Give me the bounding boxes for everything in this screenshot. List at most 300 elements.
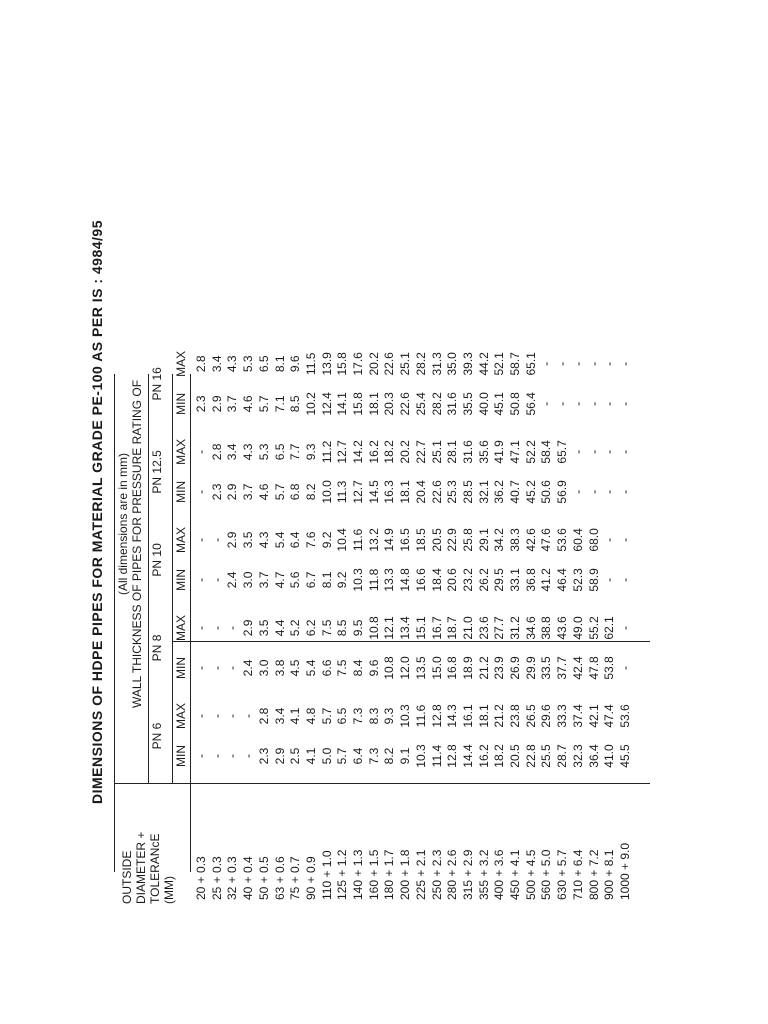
- row-24-col-1: 32.3: [570, 744, 585, 768]
- od-cell-20: 450 + 4.1: [508, 849, 522, 900]
- row-22-col-5: 41.2: [539, 568, 554, 592]
- row-12-col-1: 8.2: [382, 747, 397, 765]
- row-18-col-10: 44.2: [476, 352, 491, 376]
- row-3-col-4: 2.9: [241, 619, 256, 637]
- units-note: (All dimensions are in mm): [116, 452, 130, 596]
- row-8-col-4: 7.5: [319, 619, 334, 637]
- row-23-col-7: 56.9: [555, 480, 570, 504]
- row-12-col-3: 10.8: [382, 656, 397, 680]
- max-header-0: MAX: [174, 703, 188, 730]
- row-3-col-6: 3.5: [241, 531, 256, 549]
- row-26-col-2: 47.4: [602, 704, 617, 728]
- row-14-col-2: 11.6: [413, 704, 428, 728]
- row-18-col-1: 16.2: [476, 744, 491, 768]
- row-16-col-8: 28.1: [445, 440, 460, 464]
- row-27-col-3: -: [617, 665, 632, 670]
- row-9-col-3: 7.5: [335, 659, 350, 677]
- row-19-col-8: 41.9: [492, 440, 507, 464]
- row-22-col-4: 38.8: [539, 616, 554, 640]
- row-18-col-7: 32.1: [476, 480, 491, 504]
- row-0-col-9: 2.3: [194, 395, 208, 413]
- row-6-col-10: 9.6: [288, 355, 303, 373]
- row-20-col-2: 23.8: [508, 704, 522, 728]
- row-10-col-1: 6.4: [351, 747, 365, 765]
- min-header-3: MIN: [174, 480, 188, 503]
- od-header-line-4: (MM): [162, 876, 176, 904]
- row-24-col-3: 42.4: [570, 656, 585, 680]
- row-19-col-3: 23.9: [492, 656, 507, 680]
- od-cell-8: 110 + 1.0: [319, 850, 334, 900]
- row-15-col-2: 12.8: [429, 704, 444, 728]
- row-5-col-6: 5.4: [272, 531, 287, 549]
- row-4-col-4: 3.5: [256, 619, 271, 637]
- row-10-col-9: 15.8: [351, 392, 365, 416]
- row-16-col-1: 12.8: [445, 744, 460, 768]
- od-cell-5: 63 + 0.6: [272, 856, 287, 900]
- row-10-col-3: 8.4: [351, 659, 365, 677]
- row-16-col-5: 20.6: [445, 568, 460, 592]
- row-6-col-1: 2.5: [288, 747, 303, 765]
- row-11-col-8: 16.2: [366, 440, 381, 464]
- row-20-col-5: 33.1: [508, 568, 522, 592]
- row-25-col-8: -: [586, 449, 601, 454]
- row-9-col-7: 11.3: [335, 480, 350, 504]
- row-23-col-4: 43.6: [555, 616, 570, 640]
- row-12-col-2: 9.3: [382, 707, 397, 725]
- row-4-col-7: 4.6: [256, 483, 271, 501]
- min-header-4: MIN: [174, 392, 188, 415]
- pn-header-2: PN 10: [150, 543, 164, 577]
- row-0-col-5: -: [194, 577, 208, 582]
- row-21-col-1: 22.8: [523, 744, 538, 768]
- row-14-col-7: 20.4: [413, 480, 428, 504]
- row-5-col-7: 5.7: [272, 483, 287, 501]
- od-cell-26: 900 + 8.1: [602, 849, 617, 900]
- row-2-col-6: 2.9: [225, 531, 240, 549]
- row-26-col-3: 53.8: [602, 656, 617, 680]
- row-25-col-3: 47.8: [586, 656, 601, 680]
- row-17-col-3: 18.9: [460, 656, 475, 680]
- row-13-col-8: 20.2: [398, 440, 413, 464]
- pn-header-rule: [148, 374, 149, 784]
- row-1-col-1: -: [209, 754, 224, 758]
- row-17-col-5: 23.2: [460, 568, 475, 592]
- row-27-col-1: 45.5: [617, 744, 632, 768]
- row-9-col-8: 12.7: [335, 440, 350, 464]
- row-1-col-2: -: [209, 713, 224, 718]
- row-16-col-4: 18.7: [445, 616, 460, 640]
- row-3-col-2: -: [241, 713, 256, 718]
- row-24-col-8: -: [570, 449, 585, 454]
- row-23-col-8: 65.7: [555, 440, 570, 464]
- od-cell-17: 315 + 2.9: [460, 849, 475, 900]
- pn-header-0: PN 6: [150, 722, 164, 750]
- row-10-col-6: 11.6: [351, 528, 365, 552]
- row-22-col-10: -: [539, 361, 554, 366]
- row-12-col-7: 16.3: [382, 480, 397, 504]
- row-4-col-9: 5.7: [256, 395, 271, 413]
- od-header-line-2: DIAMETER +: [134, 831, 148, 904]
- row-24-col-9: -: [570, 401, 585, 406]
- pn-header-3: PN 12.5: [150, 450, 164, 494]
- od-cell-23: 630 + 5.7: [555, 849, 570, 900]
- row-26-col-8: -: [602, 449, 617, 454]
- row-27-col-9: -: [617, 401, 632, 406]
- row-3-col-5: 3.0: [241, 571, 256, 589]
- row-2-col-7: 2.9: [225, 483, 240, 501]
- od-cell-9: 125 + 1.2: [335, 849, 350, 900]
- row-22-col-2: 29.6: [539, 704, 554, 728]
- row-13-col-2: 10.3: [398, 704, 413, 728]
- row-15-col-9: 28.2: [429, 392, 444, 416]
- row-26-col-5: -: [602, 577, 617, 582]
- row-0-col-7: -: [194, 489, 208, 494]
- row-23-col-5: 46.4: [555, 568, 570, 592]
- row-9-col-2: 6.5: [335, 707, 350, 725]
- row-15-col-3: 15.0: [429, 656, 444, 680]
- row-9-col-1: 5.7: [335, 747, 350, 765]
- row-7-col-7: 8.2: [303, 483, 318, 501]
- row-20-col-9: 50.8: [508, 392, 522, 416]
- row-23-col-9: -: [555, 401, 570, 406]
- row-12-col-4: 12.1: [382, 616, 397, 640]
- row-24-col-6: 60.4: [570, 528, 585, 552]
- min-header-2: MIN: [174, 568, 188, 591]
- row-23-col-2: 33.3: [555, 704, 570, 728]
- row-5-col-2: 3.4: [272, 707, 287, 725]
- row-27-col-6: -: [617, 537, 632, 542]
- row-6-col-9: 8.5: [288, 395, 303, 413]
- row-18-col-3: 21.2: [476, 656, 491, 680]
- row-24-col-7: -: [570, 489, 585, 494]
- od-cell-25: 800 + 7.2: [586, 849, 601, 900]
- row-8-col-5: 8.1: [319, 571, 334, 589]
- row-12-col-10: 22.6: [382, 352, 397, 376]
- row-14-col-4: 15.1: [413, 616, 428, 640]
- row-19-col-5: 29.5: [492, 568, 507, 592]
- row-20-col-1: 20.5: [508, 744, 522, 768]
- od-cell-22: 560 + 5.0: [539, 849, 554, 900]
- od-cell-3: 40 + 0.4: [241, 856, 256, 900]
- row-21-col-3: 29.9: [523, 656, 538, 680]
- od-cell-4: 50 + 0.5: [256, 856, 271, 900]
- row-19-col-7: 36.2: [492, 480, 507, 504]
- row-14-col-8: 22.7: [413, 440, 428, 464]
- row-5-col-4: 4.4: [272, 619, 287, 637]
- row-13-col-1: 9.1: [398, 747, 413, 765]
- row-8-col-8: 11.2: [319, 440, 334, 464]
- row-0-col-4: -: [194, 625, 208, 630]
- row-15-col-1: 11.4: [429, 744, 444, 768]
- od-cell-1: 25 + 0.3: [209, 856, 224, 900]
- row-22-col-7: 50.6: [539, 480, 554, 504]
- row-6-col-2: 4.1: [288, 707, 303, 725]
- row-2-col-3: -: [225, 665, 240, 670]
- row-23-col-6: 53.6: [555, 528, 570, 552]
- row-19-col-2: 21.2: [492, 704, 507, 728]
- od-cell-14: 225 + 2.1: [413, 849, 428, 900]
- row-13-col-6: 16.5: [398, 528, 413, 552]
- row-20-col-6: 38.3: [508, 528, 522, 552]
- row-20-col-8: 47.1: [508, 440, 522, 464]
- row-10-col-10: 17.6: [351, 352, 365, 376]
- row-11-col-4: 10.8: [366, 616, 381, 640]
- row-7-col-1: 4.1: [303, 747, 318, 765]
- row-21-col-5: 36.8: [523, 568, 538, 592]
- row-20-col-3: 26.9: [508, 656, 522, 680]
- row-1-col-7: 2.3: [209, 483, 224, 501]
- max-header-2: MAX: [174, 526, 188, 553]
- row-17-col-10: 39.3: [460, 352, 475, 376]
- row-25-col-9: -: [586, 401, 601, 406]
- document-title: DIMENSIONS OF HDPE PIPES FOR MATERIAL GRADE PE-100 AS PER IS : 4984/95: [89, 220, 105, 804]
- pn-header-1: PN 8: [150, 634, 164, 662]
- row-14-col-10: 28.2: [413, 352, 428, 376]
- row-26-col-9: -: [602, 401, 617, 406]
- row-6-col-4: 5.2: [288, 619, 303, 637]
- od-column-rule: [114, 783, 650, 784]
- row-6-col-6: 6.4: [288, 531, 303, 549]
- row-3-col-1: -: [241, 754, 256, 758]
- row-2-col-10: 4.3: [225, 355, 240, 373]
- row-6-col-7: 6.8: [288, 483, 303, 501]
- row-5-col-10: 8.1: [272, 355, 287, 373]
- od-cell-2: 32 + 0.3: [225, 856, 240, 900]
- row-2-col-4: -: [225, 625, 240, 630]
- row-17-col-6: 25.8: [460, 528, 475, 552]
- row-17-col-1: 14.4: [460, 744, 475, 768]
- od-cell-11: 160 + 1.5: [366, 849, 381, 900]
- row-1-col-9: 2.9: [209, 395, 224, 413]
- row-0-col-1: -: [194, 754, 208, 758]
- row-8-col-2: 5.7: [319, 707, 334, 725]
- row-8-col-9: 12.4: [319, 392, 334, 416]
- row-14-col-3: 13.5: [413, 656, 428, 680]
- row-23-col-3: 37.7: [555, 656, 570, 680]
- row-21-col-2: 26.5: [523, 704, 538, 728]
- row-22-col-3: 33.5: [539, 656, 554, 680]
- row-2-col-1: -: [225, 754, 240, 758]
- row-24-col-4: 49.0: [570, 616, 585, 640]
- od-cell-19: 400 + 3.6: [492, 849, 507, 900]
- row-9-col-6: 10.4: [335, 528, 350, 552]
- max-header-1: MAX: [174, 614, 188, 641]
- row-11-col-10: 20.2: [366, 352, 381, 376]
- row-18-col-4: 23.6: [476, 616, 491, 640]
- row-27-col-4: -: [617, 625, 632, 630]
- row-25-col-7: -: [586, 489, 601, 494]
- row-9-col-5: 9.2: [335, 571, 350, 589]
- row-7-col-2: 4.8: [303, 707, 318, 725]
- row-8-col-1: 5.0: [319, 747, 334, 765]
- row-20-col-7: 40.7: [508, 480, 522, 504]
- row-15-col-6: 20.5: [429, 528, 444, 552]
- row-6-col-8: 7.7: [288, 443, 303, 461]
- row-24-col-2: 37.4: [570, 704, 585, 728]
- row-9-col-4: 8.5: [335, 619, 350, 637]
- row-9-col-9: 14.1: [335, 392, 350, 416]
- pn-header-4: PN 16: [150, 367, 164, 401]
- row-12-col-6: 14.9: [382, 528, 397, 552]
- row-3-col-8: 4.3: [241, 443, 256, 461]
- row-16-col-2: 14.3: [445, 704, 460, 728]
- row-3-col-7: 3.7: [241, 483, 256, 501]
- row-16-col-9: 31.6: [445, 392, 460, 416]
- row-13-col-10: 25.1: [398, 352, 413, 376]
- row-15-col-5: 18.4: [429, 568, 444, 592]
- row-5-col-9: 7.1: [272, 395, 287, 413]
- row-4-col-3: 3.0: [256, 659, 271, 677]
- row-13-col-4: 13.4: [398, 616, 413, 640]
- row-5-col-1: 2.9: [272, 747, 287, 765]
- row-12-col-5: 13.3: [382, 568, 397, 592]
- row-17-col-2: 16.1: [460, 704, 475, 728]
- row-7-col-3: 5.4: [303, 659, 318, 677]
- row-11-col-7: 14.5: [366, 480, 381, 504]
- row-0-col-6: -: [194, 537, 208, 542]
- row-22-col-8: 58.4: [539, 440, 554, 464]
- header-bottom-rule: [190, 374, 191, 872]
- row-1-col-6: -: [209, 537, 224, 542]
- row-11-col-2: 8.3: [366, 707, 381, 725]
- row-7-col-6: 7.6: [303, 531, 318, 549]
- row-26-col-1: 41.0: [602, 744, 617, 768]
- row-21-col-4: 34.6: [523, 616, 538, 640]
- row-0-col-3: -: [194, 665, 208, 670]
- row-13-col-9: 22.6: [398, 392, 413, 416]
- max-header-3: MAX: [174, 438, 188, 465]
- row-24-col-10: -: [570, 361, 585, 366]
- od-cell-27: 1000 + 9.0: [617, 842, 632, 900]
- od-cell-18: 355 + 3.2: [476, 849, 491, 900]
- row-3-col-3: 2.4: [241, 659, 256, 677]
- row-6-col-5: 5.6: [288, 571, 303, 589]
- row-11-col-3: 9.6: [366, 659, 381, 677]
- row-2-col-5: 2.4: [225, 571, 240, 589]
- od-cell-7: 90 + 0.9: [303, 856, 318, 900]
- row-26-col-10: -: [602, 361, 617, 366]
- row-27-col-7: -: [617, 489, 632, 494]
- row-15-col-4: 16.7: [429, 616, 444, 640]
- row-19-col-9: 45.1: [492, 392, 507, 416]
- row-21-col-6: 42.6: [523, 528, 538, 552]
- row-12-col-9: 20.3: [382, 392, 397, 416]
- row-23-col-10: -: [555, 361, 570, 366]
- row-19-col-4: 27.7: [492, 616, 507, 640]
- row-22-col-9: -: [539, 401, 554, 406]
- row-0-col-10: 2.8: [194, 355, 208, 373]
- row-4-col-1: 2.3: [256, 747, 271, 765]
- od-cell-15: 250 + 2.3: [429, 849, 444, 900]
- row-1-col-10: 3.4: [209, 355, 224, 373]
- row-2-col-9: 3.7: [225, 395, 240, 413]
- row-1-col-3: -: [209, 665, 224, 670]
- row-21-col-8: 52.2: [523, 440, 538, 464]
- row-18-col-9: 40.0: [476, 392, 491, 416]
- row-17-col-7: 28.5: [460, 480, 475, 504]
- row-16-col-10: 35.0: [445, 352, 460, 376]
- row-16-col-7: 25.3: [445, 480, 460, 504]
- row-11-col-6: 13.2: [366, 528, 381, 552]
- row-18-col-8: 35.6: [476, 440, 491, 464]
- row-10-col-2: 7.3: [351, 707, 365, 725]
- row-16-col-6: 22.9: [445, 528, 460, 552]
- row-11-col-9: 18.1: [366, 392, 381, 416]
- min-header-1: MIN: [174, 656, 188, 679]
- row-26-col-4: 62.1: [602, 616, 617, 640]
- row-17-col-4: 21.0: [460, 616, 475, 640]
- row-26-col-7: -: [602, 489, 617, 494]
- max-header-4: MAX: [174, 350, 188, 377]
- row-3-col-10: 5.3: [241, 355, 256, 373]
- od-cell-0: 20 + 0.3: [194, 856, 208, 900]
- row-11-col-5: 11.8: [366, 568, 381, 592]
- row-12-col-8: 18.2: [382, 440, 397, 464]
- row-27-col-2: 53.6: [617, 704, 632, 728]
- row-25-col-1: 36.4: [586, 744, 601, 768]
- od-header-line-3: TOLERANcE: [148, 833, 162, 904]
- row-1-col-8: 2.8: [209, 443, 224, 461]
- row-27-col-5: -: [617, 577, 632, 582]
- od-header-line-1: OUTSIDE: [120, 850, 134, 904]
- row-0-col-2: -: [194, 713, 208, 718]
- row-1-col-4: -: [209, 625, 224, 630]
- wall-thickness-heading: WALL THICKNESS OF PIPES FOR PRESSURE RATING OF: [130, 379, 144, 709]
- row-18-col-2: 18.1: [476, 704, 491, 728]
- od-cell-12: 180 + 1.7: [382, 849, 397, 900]
- row-14-col-6: 18.5: [413, 528, 428, 552]
- row-4-col-6: 4.3: [256, 531, 271, 549]
- row-21-col-10: 65.1: [523, 352, 538, 376]
- row-21-col-7: 45.2: [523, 480, 538, 504]
- row-4-col-10: 6.5: [256, 355, 271, 373]
- row-13-col-7: 18.1: [398, 480, 413, 504]
- od-cell-13: 200 + 1.8: [398, 849, 413, 900]
- row-8-col-3: 6.6: [319, 659, 334, 677]
- row-8-col-10: 13.9: [319, 352, 334, 376]
- row-17-col-8: 31.6: [460, 440, 475, 464]
- row-4-col-2: 2.8: [256, 707, 271, 725]
- row-17-col-9: 35.5: [460, 392, 475, 416]
- row-25-col-4: 55.2: [586, 616, 601, 640]
- row-22-col-1: 25.5: [539, 744, 554, 768]
- row-21-col-9: 56.4: [523, 392, 538, 416]
- row-20-col-10: 58.7: [508, 352, 522, 376]
- row-18-col-6: 29.1: [476, 528, 491, 552]
- od-cell-6: 75 + 0.7: [288, 856, 303, 900]
- minmax-header-rule: [172, 374, 173, 784]
- od-cell-24: 710 + 6.4: [570, 849, 585, 900]
- row-10-col-8: 14.2: [351, 440, 365, 464]
- row-25-col-10: -: [586, 361, 601, 366]
- row-14-col-1: 10.3: [413, 744, 428, 768]
- row-11-col-1: 7.3: [366, 747, 381, 765]
- row-10-col-5: 10.3: [351, 568, 365, 592]
- row-15-col-7: 22.6: [429, 480, 444, 504]
- row-27-col-10: -: [617, 361, 632, 366]
- table-top-rule: [114, 374, 115, 872]
- row-4-col-5: 3.7: [256, 571, 271, 589]
- row-15-col-8: 25.1: [429, 440, 444, 464]
- row-14-col-5: 16.6: [413, 568, 428, 592]
- od-cell-21: 500 + 4.5: [523, 849, 538, 900]
- row-7-col-5: 6.7: [303, 571, 318, 589]
- row-0-col-8: -: [194, 449, 208, 454]
- row-25-col-2: 42.1: [586, 704, 601, 728]
- row-3-col-9: 4.6: [241, 395, 256, 413]
- row-22-col-6: 47.6: [539, 528, 554, 552]
- row-5-col-3: 3.8: [272, 659, 287, 677]
